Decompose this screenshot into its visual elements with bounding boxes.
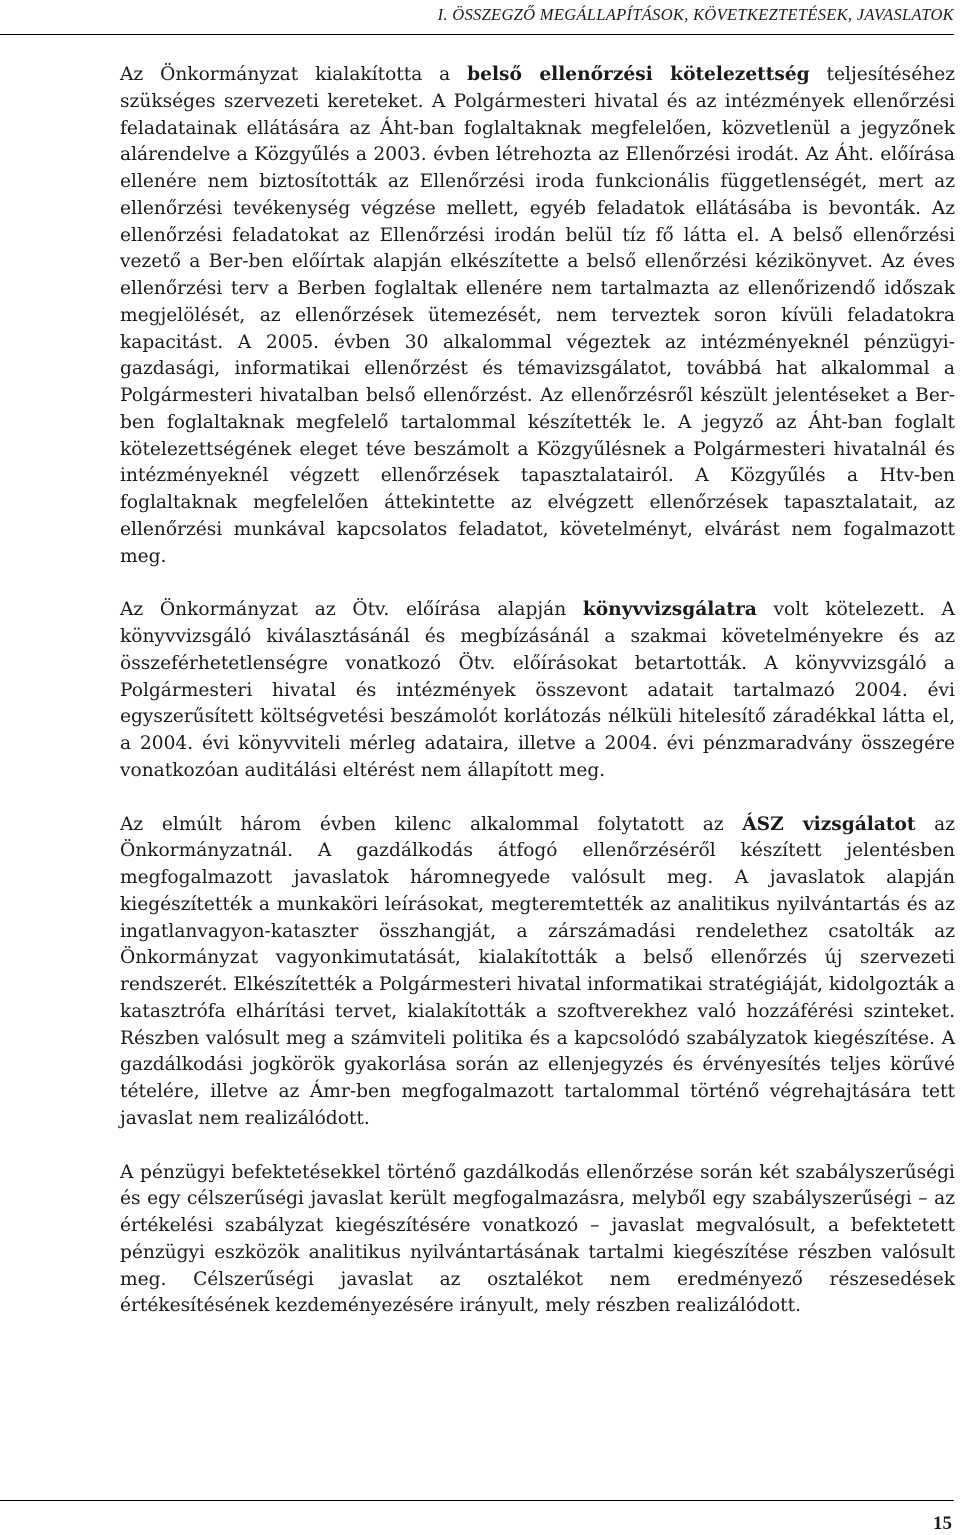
emphasis-internal-audit: belső ellenőrzési kötelezettség	[467, 64, 810, 85]
paragraph-text: Az elmúlt három évben kilenc alkalommal folytatott az	[120, 813, 743, 835]
running-header-title: I. ÖSSZEGZŐ MEGÁLLAPÍTÁSOK, KÖVETKEZTETÉSEK, JAVASLATOK	[437, 5, 954, 24]
emphasis-audit: könyvvizsgálatra	[582, 599, 757, 621]
running-header	[0, 2, 954, 35]
paragraph-text: teljesítéséhez szükséges szervezeti kereteket. A Polgármesteri hivatal és az intézmények ellenőrzési feladatainak ellátására az Áht-ban foglaltaknak megfelelően, közvetlenül a jegyzőnek alárendelve a Közgyűlés a 2003. évben létrehozta az Ellenőrzési irodát. Az Áht. előírása ellenére nem biztosították az Ellenőrzési iroda funkcionális függetlenségét, mert az ellenőrzési tevékenység végzése mellett, egyéb feladatok ellátásába is bevonták. Az ellenőrzési feladatokat az Ellenőrzési irodán belül tíz fő látta el. A belső ellenőrzési vezető a Ber-ben előírtak alapján elkészítette a belső ellenőrzési kézikönyvet. Az éves ellenőrzési terv a Berben foglaltak ellenére nem tartalmazta az ellenőrizendő időszak megjelölését, az ellenőrzések ütemezését, nem terveztek soron kívüli feladatokra kapacitást. A 2005. évben 30 alkalommal végeztek az intézményeknél pénzügyi-gazdasági, informatikai ellenőrzést és témavizsgálatot, továbbá hat alkalommal a Polgármesteri hivatalban belső ellenőrzést. Az ellenőrzésről készült jelentéseket a Ber-ben foglaltaknak megfelelő tartalommal készítették le. A jegyző az Áht-ban foglalt kötelezettségének eleget téve beszámolt a Közgyűlésnek a Polgármesteri hivatalnál és intézményeknél végzett ellenőrzések tapasztalatairól. A Közgyűlés a Htv-ben foglaltaknak megfelelően áttekintette az elvégzett ellenőrzések tapasztalatait, az ellenőrzési munkával kapcsolatos feladatot, követelményt, elvárást nem fogalmazott meg.	[120, 64, 955, 567]
paragraph-text: Az Önkormányzat az Ötv. előírása alapján	[120, 599, 583, 621]
page-footer	[0, 1500, 954, 1535]
paragraph-text: volt kötelezett. A könyvvizsgáló kiválasztásánál és megbízásánál a szakmai követelményekre és az összeférhetetlenségre vonatkozó Ötv. előírásokat betartották. A könyvvizsgáló a Polgármesteri hivatal és intézmények összevont adatait tartalmazó 2004. évi egyszerűsített költségvetési beszámolót korlátozás nélküli hitelesítő záradékkal látta el, a 2004. évi könyvviteli mérleg adataira, illetve a 2004. évi pénzmaradvány összegére vonatkozóan auditálási eltérést nem állapított meg.	[120, 599, 955, 781]
emphasis-asz: ÁSZ vizsgálatot	[742, 813, 916, 835]
paragraph-text: az Önkormányzatnál. A gazdálkodás átfogó ellenőrzéséről készített jelentésben megfogalmazott javaslatok háromnegyede valósult meg. A javaslatok alapján kiegészítették a munkaköri leírásokat, megteremtették az analitikus nyilvántartás és az ingatlanvagyon-kataszter összhangját, a zárszámadási rendelethez csatolták az Önkormányzat vagyonkimutatását, kialakították a belső ellenőrzés új szervezeti rendszerét. Elkészítették a Polgármesteri hivatal informatikai stratégiáját, kidolgozták a katasztrófa elhárítási tervet, kialakították a szoftverekhez való hozzáférési szinteket. Részben valósult meg a számviteli politika és a kapcsolódó szabályzatok kiegészítése. A gazdálkodási jogkörök gyakorlása során az ellenjegyzés és érvényesítés teljes körűvé tételére, illetve az Ámr-ben megfogalmazott tartalommal történő végrehajtására tett javaslat nem realizálódott.	[120, 813, 955, 1129]
paragraph-financial-investments	[120, 1160, 955, 1321]
body-text	[120, 62, 955, 1347]
paragraph-audit-firm	[120, 597, 955, 784]
paragraph-text: Az Önkormányzat kialakította a	[120, 64, 468, 85]
paragraph-text: A pénzügyi befektetésekkel történő gazdálkodás ellenőrzése során két szabályszerűségi és egy célszerűségi javaslat került megfogalmazásra, melyből egy szabályszerűségi – az értékelési szabályzat kiegészítésére vonatkozó – javaslat megvalósult, a befektetett pénzügyi eszközök analitikus nyilvántartásának tartalmi kiegészítése részben valósult meg. Célszerűségi javaslat az osztalékot nem eredményező részesedések értékesítésének kezdeményezésére irányult, mely részben realizálódott.	[120, 1161, 955, 1317]
page-number: 15	[933, 1513, 952, 1534]
paragraph-internal-audit	[120, 62, 955, 570]
paragraph-asz-review	[120, 812, 955, 1133]
